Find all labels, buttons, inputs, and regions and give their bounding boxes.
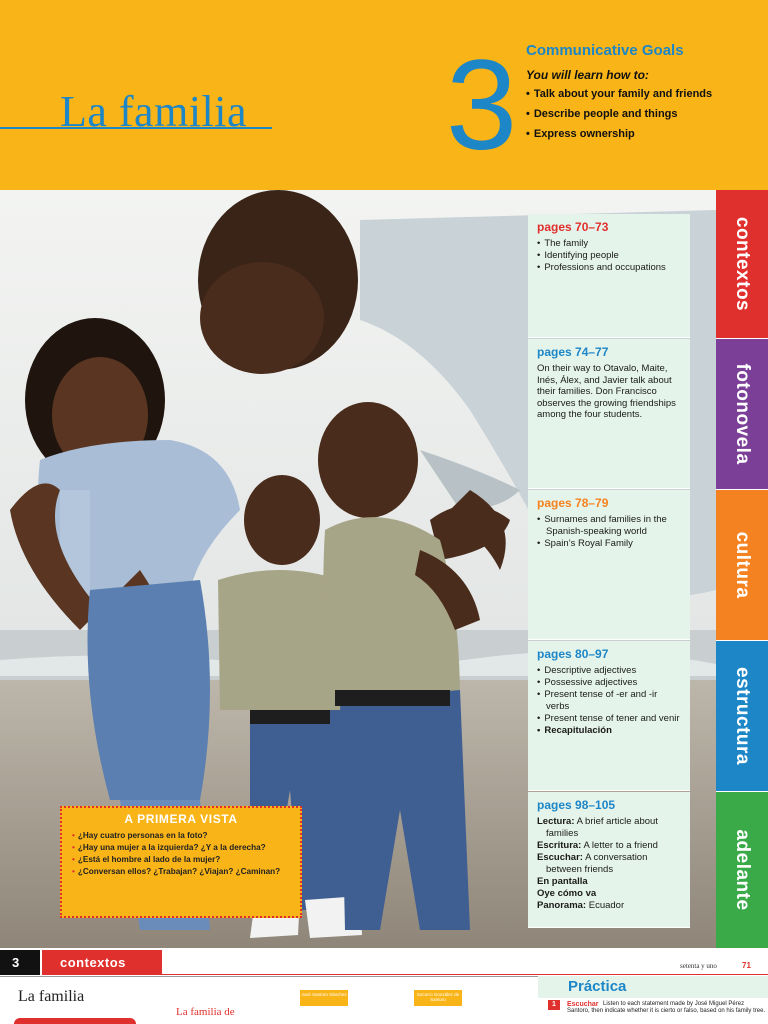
line-label: Lectura: <box>537 816 575 827</box>
tab-label: contextos <box>732 216 753 312</box>
line-label: Escritura: <box>537 840 582 851</box>
list-item: • Surnames and families in the Spanish-speaking world <box>537 514 682 538</box>
section-pages: pages 74–77 <box>537 345 609 359</box>
line-label: Escuchar: <box>537 852 583 863</box>
section-list <box>537 665 682 737</box>
tab-estructura[interactable] <box>716 641 768 791</box>
list-item: • Possessive adjectives <box>537 677 682 689</box>
question-item: • ¿Hay cuatro personas en la foto? <box>72 830 290 842</box>
list-item: • Identifying people <box>537 250 682 262</box>
list-item: • Present tense of tener and venir <box>537 713 682 725</box>
page-footer <box>0 948 768 1024</box>
tab-cultura[interactable] <box>716 490 768 640</box>
section-line <box>537 816 682 840</box>
chapter-number: 3 <box>446 34 518 177</box>
question-item: • ¿Hay una mujer a la izquierda? ¿Y a la derecha? <box>72 842 290 854</box>
primera-vista-title: A PRIMERA VISTA <box>124 812 238 826</box>
section-line <box>537 876 682 888</box>
question-item: • ¿Está el hombre al lado de la mujer? <box>72 854 290 866</box>
section-adelante <box>528 792 690 928</box>
line-text: A conversation between friends <box>546 852 648 875</box>
section-estructura <box>528 641 690 791</box>
exercise-instructions: Listen to each statement made by José Miguel Pérez Santoro, then indicate whether it is cierto or falso, based on his family tree. <box>567 1001 766 1014</box>
section-fotonovela <box>528 339 690 489</box>
footer-section-tab[interactable]: contextos <box>42 950 162 975</box>
line-label: En pantalla <box>537 876 588 887</box>
section-line <box>537 900 682 912</box>
tab-adelante[interactable] <box>716 792 768 948</box>
tab-label: estructura <box>732 667 753 765</box>
section-text: On their way to Otavalo, Maite, Inés, Álex, and Javier talk about their families. Don Francisco observes the growing friendships among the four students. <box>537 363 676 420</box>
chapter-title: La familia <box>60 87 248 136</box>
list-item: • The family <box>537 238 682 250</box>
line-text: Ecuador <box>588 900 625 911</box>
footer-page-words: setenta y uno <box>680 962 717 970</box>
list-item: • Recapitulación <box>537 725 682 737</box>
goal-item: • Talk about your family and friends <box>526 88 762 100</box>
section-contextos <box>528 214 690 338</box>
communicative-goals <box>526 42 762 148</box>
exercise-number: 1 <box>548 1000 560 1010</box>
line-label: Oye cómo va <box>537 888 597 899</box>
line-text: A brief article about families <box>546 816 658 839</box>
footer-page-number: 71 <box>742 961 751 970</box>
exercise-label: Escuchar <box>567 1001 599 1008</box>
section-list <box>537 238 682 274</box>
line-label: Panorama: <box>537 900 587 911</box>
tab-label: fotonovela <box>732 363 753 465</box>
section-list <box>537 514 682 550</box>
footer-red-tab <box>14 1018 136 1024</box>
section-pages: pages 98–105 <box>537 798 616 812</box>
section-line <box>537 840 682 852</box>
section-line <box>537 852 682 876</box>
section-line <box>537 888 682 900</box>
line-text: A letter to a friend <box>583 840 658 851</box>
family-tree-card: José Santoro Sánchez <box>300 990 348 1006</box>
section-pages: pages 80–97 <box>537 647 609 661</box>
next-page-title: La familia <box>18 988 85 1005</box>
list-item: • Present tense of -er and -ir verbs <box>537 689 682 713</box>
goals-list <box>526 88 762 140</box>
primera-vista-questions <box>72 830 290 878</box>
family-tree-card: Socorro González de Santoro <box>414 990 462 1006</box>
tab-contextos[interactable] <box>716 190 768 338</box>
goal-item: • Express ownership <box>526 128 762 140</box>
section-pages: pages 78–79 <box>537 496 609 510</box>
chapter-header <box>0 0 768 190</box>
goals-title: Communicative Goals <box>526 42 684 59</box>
goals-subtitle: You will learn how to: <box>526 68 649 82</box>
tab-fotonovela[interactable] <box>716 339 768 489</box>
goal-item: • Describe people and things <box>526 108 762 120</box>
footer-chapter-number: 3 <box>0 950 40 975</box>
family-tree-label: La familia de <box>176 1006 235 1018</box>
footer-rule <box>162 974 768 975</box>
section-cultura <box>528 490 690 640</box>
list-item: • Professions and occupations <box>537 262 682 274</box>
section-pages: pages 70–73 <box>537 220 609 234</box>
question-item: • ¿Conversan ellos? ¿Trabajan? ¿Viajan? ¿Caminan? <box>72 866 290 878</box>
list-item: • Descriptive adjectives <box>537 665 682 677</box>
tab-label: cultura <box>732 531 753 599</box>
primera-vista-box <box>60 806 302 918</box>
list-item: • Spain’s Royal Family <box>537 538 682 550</box>
tab-label: adelante <box>732 829 753 911</box>
practica-title: Práctica <box>568 978 627 995</box>
